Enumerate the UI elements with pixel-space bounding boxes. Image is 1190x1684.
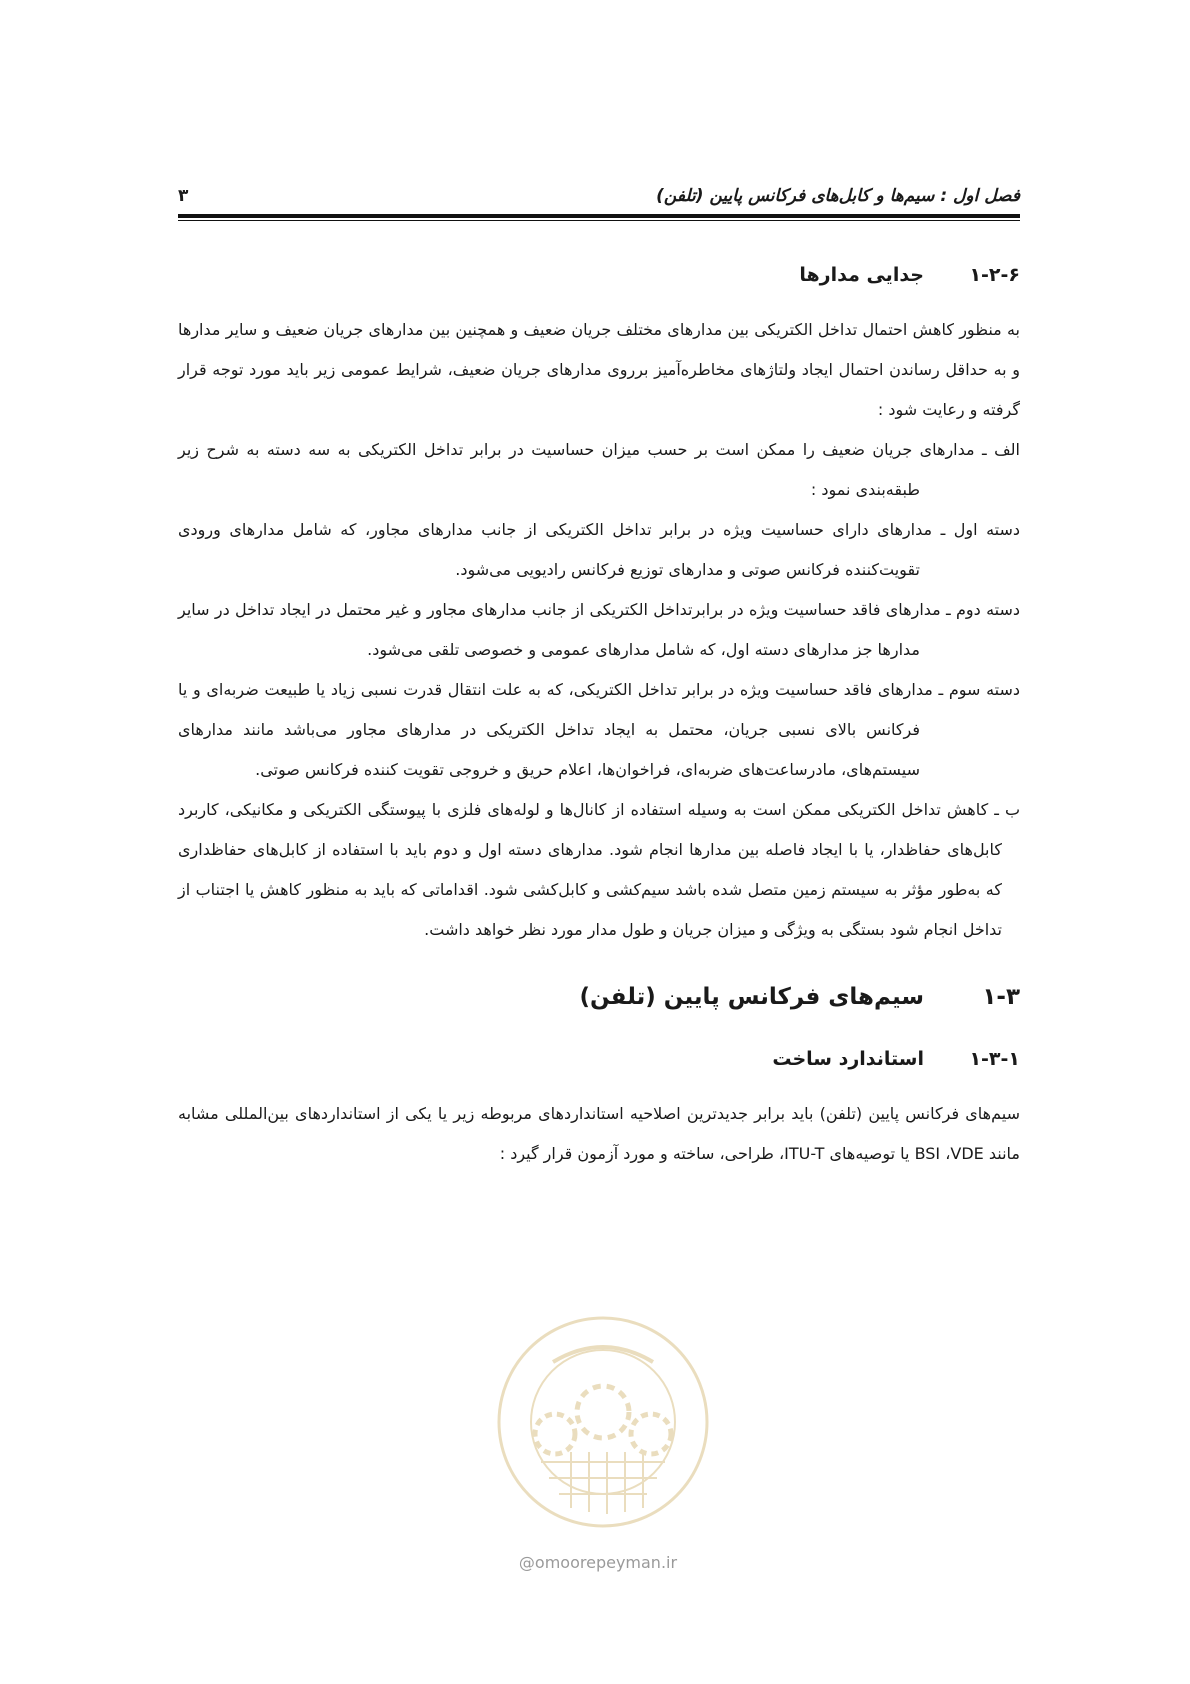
section-title: سیم‌های فرکانس پایین (تلفن) xyxy=(579,984,924,1010)
standard-paragraph: سیم‌های فرکانس پایین (تلفن) باید برابر جدیدترین اصلاحیه استانداردهای مربوطه زیر یا یکی از استانداردهای بین‌المللی مشابه مانند BSI ،VDE یا توصیه‌های ITU-T، طراحی، ساخته و مورد آزمون قرار گیرد : xyxy=(178,1104,1020,1163)
header-rule-thick xyxy=(178,214,1020,218)
intro-paragraph: به منظور کاهش احتمال تداخل الکتریکی بین مدارهای مختلف جریان ضعیف و همچنین بین مدارهای جریان ضعیف و سایر مدارها و به حداقل رساندن احتمال ایجاد ولتاژهای مخاطره‌آمیز برروی مدارهای جریان ضعیف، شرایط عمومی زیر باید مورد توجه قرار گرفته و رعایت شود : xyxy=(178,320,1020,419)
page-number: ۳ xyxy=(178,186,189,206)
section-number: ۱-۳ xyxy=(982,984,1020,1010)
list-item-alef: الف ـ مدارهای جریان ضعیف را ممکن است بر حسب میزان حساسیت در برابر تداخل الکتریکی به سه دسته به شرح زیر طبقه‌بندی نمود : xyxy=(178,440,1020,499)
section-heading-1-2-6 xyxy=(178,264,1020,300)
page-content xyxy=(178,264,1020,1174)
list-item-group-3: دسته سوم ـ مدارهای فاقد حساسیت ویژه در برابر تداخل الکتریکی، که به علت انتقال قدرت نسبی زیاد یا طبیعت ضربه‌ای و یا فرکانس بالای نسبی جریان، محتمل به ایجاد تداخل الکتریکی در مدارهای مجاور می‌باشد مانند مدارهای سیستم‌های، مادرساعت‌های ضربه‌ای، فراخوان‌ها، اعلام حریق و خروجی تقویت کننده فرکانس صوتی. xyxy=(178,680,1020,779)
section-title: جدایی مدارها xyxy=(799,264,924,286)
section-heading-1-3-1 xyxy=(178,1048,1020,1084)
chapter-title: فصل اول : سیم‌ها و کابل‌های فرکانس پایین (تلفن) xyxy=(656,186,1020,206)
section-number: ۱-۳-۱ xyxy=(969,1048,1020,1070)
section-heading-1-3 xyxy=(178,984,1020,1028)
page-header xyxy=(178,182,1020,216)
section-title: استاندارد ساخت xyxy=(772,1048,924,1070)
list-item-group-1: دسته اول ـ مدارهای دارای حساسیت ویژه در برابر تداخل الکتریکی از جانب مدارهای مجاور، که شامل مدارهای ورودی تقویت‌کننده فرکانس صوتی و مدارهای توزیع فرکانس رادیویی می‌شود. xyxy=(178,520,1020,579)
header-rule-thin xyxy=(178,220,1020,221)
watermark-seal-icon xyxy=(493,1312,713,1532)
watermark-url: @omoorepeyman.ir xyxy=(518,1553,678,1572)
section-number: ۱-۲-۶ xyxy=(969,264,1020,286)
list-item-group-2: دسته دوم ـ مدارهای فاقد حساسیت ویژه در برابرتداخل الکتریکی از جانب مدارهای مجاور و غیر محتمل در ایجاد تداخل در سایر مدارها جز مدارهای دسته اول، که شامل مدارهای عمومی و خصوصی تلقی می‌شود. xyxy=(178,600,1020,659)
list-item-be: ب ـ کاهش تداخل الکتریکی ممکن است به وسیله استفاده از کانال‌ها و لوله‌های فلزی با پیوستگی الکتریکی و مکانیکی، کاربرد کابل‌های حفاظدار، یا با ایجاد فاصله بین مدارها انجام شود. مدارهای دسته اول و دوم باید با استفاده از کابل‌های حفاظداری که به‌طور مؤثر به سیستم زمین متصل شده باشد سیم‌کشی و کابل‌کشی شود. اقداماتی که باید به منظور کاهش یا اجتناب از تداخل انجام شود بستگی به ویژگی و میزان جریان و طول مدار مورد نظر خواهد داشت. xyxy=(178,800,1020,939)
